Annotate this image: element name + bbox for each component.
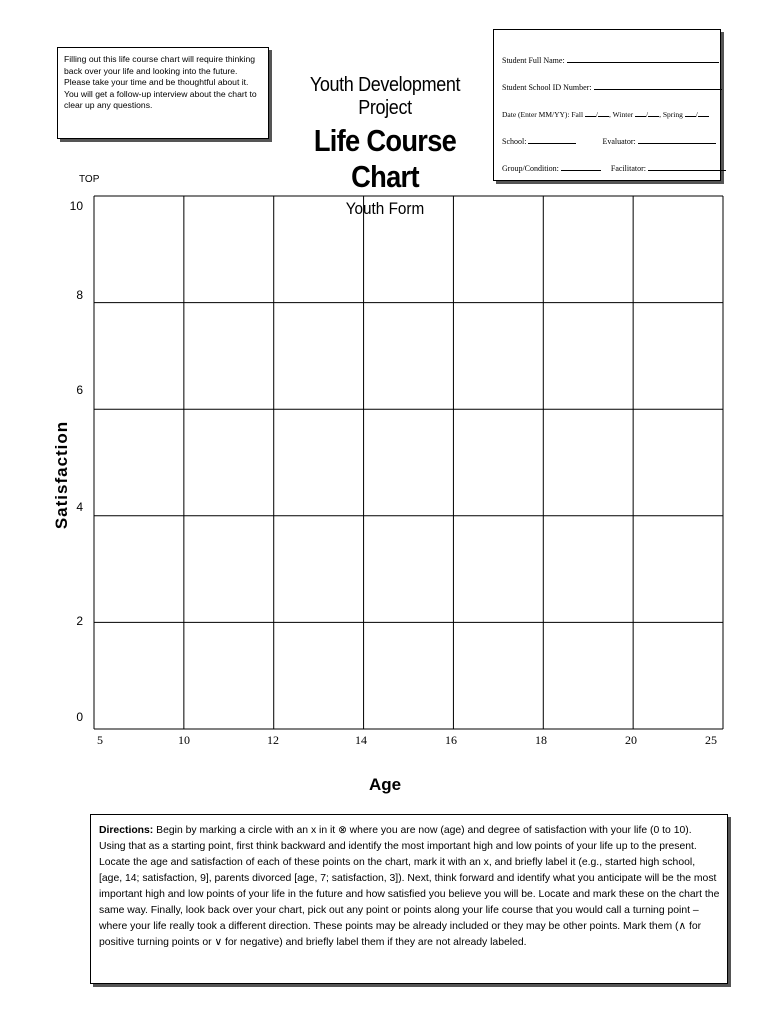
y-tick-label: 8	[76, 288, 83, 302]
spring-label: Spring	[662, 110, 683, 119]
intro-note: Filling out this life course chart will require thinking back over your life and looking into the future. Please take your time and be thoughtful about it. You will get a follow-up interview about the chart to clear up any questions.	[57, 47, 269, 139]
y-tick-label: 4	[76, 500, 83, 514]
evaluator-label: Evaluator:	[602, 137, 636, 146]
y-axis-title: Satisfaction	[52, 420, 71, 530]
id-number-label: Student School ID Number:	[502, 83, 592, 92]
date-label: Date (Enter MM/YY): Fall	[502, 110, 584, 119]
x-tick-label: 18	[535, 733, 547, 747]
x-axis-title: Age	[368, 775, 402, 794]
y-tick-label: 10	[69, 199, 83, 213]
school-label: School:	[502, 137, 527, 146]
y-tick-label: 6	[76, 383, 83, 397]
top-label: TOP	[79, 174, 100, 185]
y-tick-label: 2	[76, 614, 83, 628]
facilitator-label: Facilitator:	[610, 164, 646, 173]
date-row: Date (Enter MM/YY): Fall / , Winter / , Spring /	[502, 107, 714, 119]
x-tick-label: 25	[705, 733, 717, 747]
page-title: Life Course Chart	[313, 123, 457, 194]
x-tick-label: 16	[445, 733, 457, 747]
full-name-label: Student Full Name:	[502, 56, 565, 65]
group-label: Group/Condition:	[502, 164, 559, 173]
x-tick-label: 20	[625, 733, 637, 747]
form-subtitle: Youth Form	[345, 199, 425, 218]
directions-box	[90, 814, 728, 984]
winter-label: Winter	[612, 110, 634, 119]
project-title: Youth Development Project	[309, 74, 461, 119]
x-tick-label: 14	[355, 733, 367, 747]
x-tick-label: 12	[267, 733, 279, 747]
y-tick-label: 0	[76, 710, 83, 724]
directions-text: Begin by marking a circle with an x in it ⊗ where you are now (age) and degree of satisfaction with your life (0 to 10). Using that as a starting point, first think backward and identify the most important high and low points of your life up to the present. Locate the age and satisfaction of each of these points on the chart, mark it with an x, and briefly label it (e.g., started high school, [age, 14; satisfaction, 9], parents divorced [age, 7; satisfaction, 3]). Next, think forward and identify what you anticipate will be the most important high and low points of your life in the future and how satisfied you believe you will be. Locate and mark these on the chart the same way. Finally, look back over your chart, pick out any point or points along your life course that you would call a turning point – where your life really took a different direction. These points may be already included or they may be other points. Mark them (∧ for positive turning points or ∨ for negative) and briefly label them if they are not already labeled.	[99, 825, 720, 948]
x-tick-label: 5	[97, 733, 103, 747]
directions-label: Directions:	[99, 825, 154, 836]
x-tick-label: 10	[178, 733, 190, 747]
